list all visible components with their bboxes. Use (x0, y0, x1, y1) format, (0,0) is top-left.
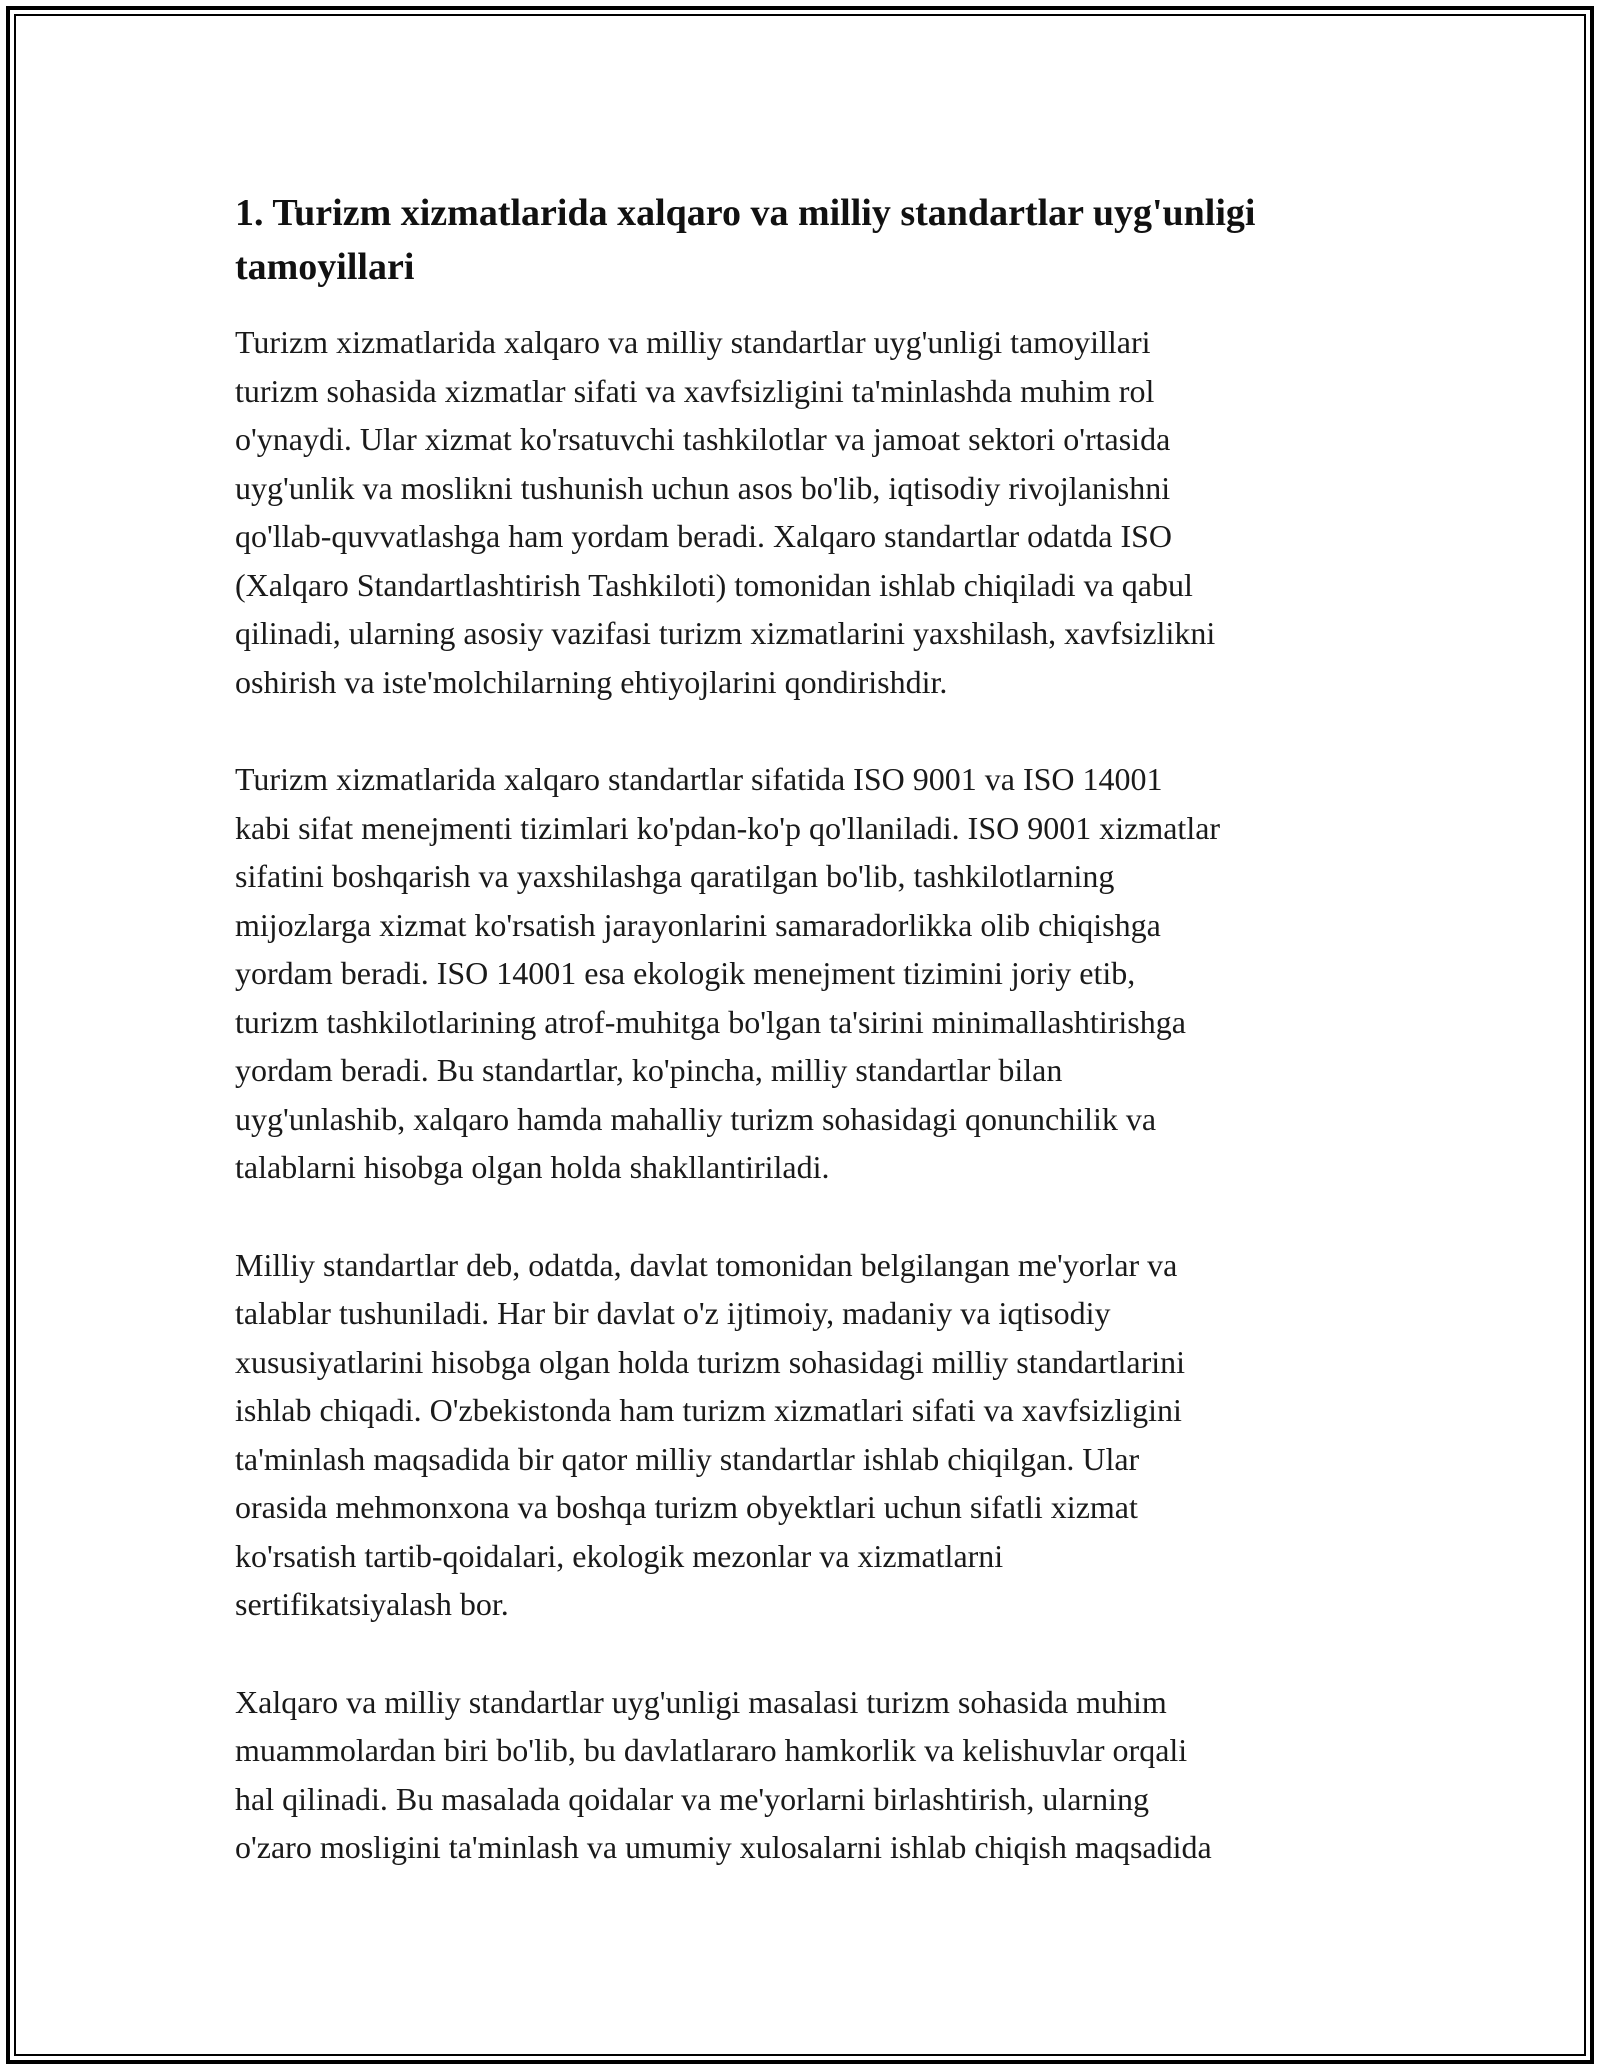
text-line: uyg'unlashib, xalqaro hamda mahalliy turizm sohasidagi qonunchilik va (235, 1100, 1157, 1137)
text-line: kabi sifat menejmenti tizimlari ko'pdan-ko'p qo'llaniladi. ISO 9001 xizmatlar (235, 809, 1221, 846)
text-line: yordam beradi. Bu standartlar, ko'pincha, milliy standartlar bilan (235, 1052, 1063, 1088)
text-line: Milliy standartlar deb, odatda, davlat tomonidan belgilangan me'yorlar va (235, 1246, 1178, 1283)
text-line: xususiyatlarini hisobga olgan holda turizm sohasidagi milliy standartlarini (235, 1343, 1186, 1380)
text-line: o'ynaydi. Ular xizmat ko'rsatuvchi tashkilotlar va jamoat sektori o'rtasida (235, 421, 1171, 457)
heading-line: 1. Turizm xizmatlarida xalqaro va milliy standartlar uyg'unligi (235, 192, 1256, 234)
text-line: orasida mehmonxona va boshqa turizm obyektlari uchun sifatli xizmat (235, 1489, 1138, 1525)
text-line: turizm tashkilotlarining atrof-muhitga bo'lgan ta'sirini minimallashtirishga (235, 1003, 1186, 1040)
text-line: (Xalqaro Standartlashtirish Tashkiloti) tomonidan ishlab chiqiladi va qabul (235, 566, 1193, 603)
text-line: yordam beradi. ISO 14001 esa ekologik menejment tizimini joriy etib, (235, 955, 1136, 991)
text-line: qilinadi, ularning asosiy vazifasi turizm xizmatlarini yaxshilash, xavfsizlikni (235, 615, 1216, 651)
document-body (235, 186, 1385, 1921)
paragraph (235, 318, 1385, 706)
text-line: turizm sohasida xizmatlar sifati va xavfsizligini ta'minlashda muhim rol (235, 372, 1155, 409)
text-line: qo'llab-quvvatlashga ham yordam beradi. Xalqaro standartlar odatda ISO (235, 518, 1173, 554)
text-line: mijozlarga xizmat ko'rsatish jarayonlarini samaradorlikka olib chiqishga (235, 906, 1161, 943)
text-line: talablar tushuniladi. Har bir davlat o'z ijtimoiy, madaniy va iqtisodiy (235, 1295, 1111, 1331)
paragraph (235, 755, 1385, 1192)
text-line: ko'rsatish tartib-qoidalari, ekologik mezonlar va xizmatlarni (235, 1537, 1004, 1574)
text-line: Turizm xizmatlarida xalqaro va milliy standartlar uyg'unligi tamoyillari (235, 324, 1151, 360)
text-line: hal qilinadi. Bu masalada qoidalar va me'yorlarni birlashtirish, ularning (235, 1780, 1149, 1817)
paragraph (235, 1241, 1385, 1629)
text-line: ta'minlash maqsadida bir qator milliy standartlar ishlab chiqilgan. Ular (235, 1440, 1140, 1477)
text-line: ishlab chiqadi. O'zbekistonda ham turizm xizmatlari sifati va xavfsizligini (235, 1392, 1182, 1428)
text-line: o'zaro mosligini ta'minlash va umumiy xulosalarni ishlab chiqish maqsadida (235, 1829, 1212, 1865)
text-line: oshirish va iste'molchilarning ehtiyojlarini qondirishdir. (235, 663, 948, 700)
text-line: muammolardan biri bo'lib, bu davlatlararo hamkorlik va kelishuvlar orqali (235, 1732, 1188, 1768)
paragraph (235, 1678, 1385, 1872)
text-line: uyg'unlik va moslikni tushunish uchun asos bo'lib, iqtisodiy rivojlanishni (235, 469, 1171, 506)
section-heading (235, 186, 1385, 294)
text-line: talablarni hisobga olgan holda shakllantiriladi. (235, 1149, 830, 1185)
text-line: sertifikatsiyalash bor. (235, 1586, 509, 1622)
text-line: Xalqaro va milliy standartlar uyg'unligi masalasi turizm sohasida muhim (235, 1683, 1167, 1720)
text-line: Turizm xizmatlarida xalqaro standartlar sifatida ISO 9001 va ISO 14001 (235, 761, 1163, 797)
text-line: sifatini boshqarish va yaxshilashga qaratilgan bo'lib, tashkilotlarning (235, 858, 1115, 894)
heading-line: tamoyillari (235, 246, 415, 288)
